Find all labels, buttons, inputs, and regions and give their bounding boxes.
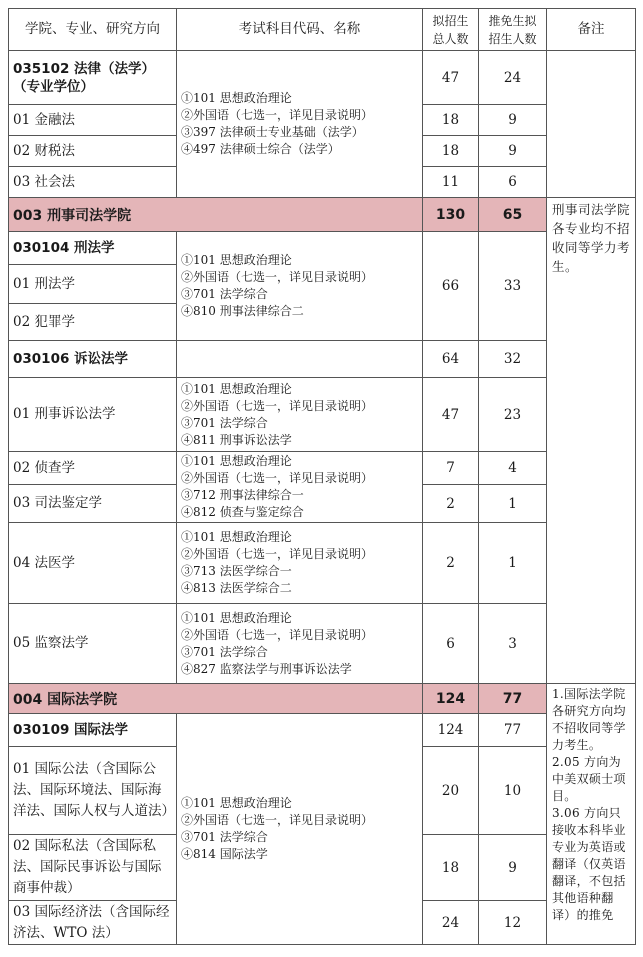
table-row (9, 232, 636, 265)
subjects-cell: ①101 思想政治理论 ②外国语（七选一，详见目录说明） ③713 法医学综合一 ④813 法医学综合二 (177, 523, 423, 604)
exempt-count: 77 (479, 714, 547, 747)
exempt-count: 24 (479, 51, 547, 105)
total-count: 6 (423, 604, 479, 684)
college-exempt: 65 (479, 198, 547, 232)
table-row (9, 714, 636, 747)
major-title: 035102 法律（法学）（专业学位） (9, 51, 177, 105)
subjects-cell: ①101 思想政治理论 ②外国语（七选一，详见目录说明） ③701 法学综合 ④814 国际法学 (177, 714, 423, 945)
direction-name: 01 金融法 (9, 105, 177, 136)
table-row (9, 341, 636, 378)
direction-name: 03 国际经济法（含国际经济法、WTO 法） (9, 901, 177, 945)
exempt-count: 10 (479, 747, 547, 835)
major-title: 030106 诉讼法学 (9, 341, 177, 378)
subjects-cell: ①101 思想政治理论 ②外国语（七选一，详见目录说明） ③701 法学综合 ④810 刑事法律综合二 (177, 232, 423, 341)
header-row (9, 9, 636, 51)
admissions-table (8, 8, 636, 945)
major-title: 030104 刑法学 (9, 232, 177, 265)
subjects-cell: ①101 思想政治理论 ②外国语（七选一，详见目录说明） ③701 法学综合 ④811 刑事诉讼法学 (177, 378, 423, 452)
exempt-count: 32 (479, 341, 547, 378)
exempt-count: 9 (479, 835, 547, 901)
total-count: 124 (423, 714, 479, 747)
college-total: 124 (423, 684, 479, 714)
table-row (9, 523, 636, 604)
total-count: 20 (423, 747, 479, 835)
direction-name: 03 社会法 (9, 167, 177, 198)
header-exempt: 推免生拟 招生人数 (479, 9, 547, 51)
criminal-note: 刑事司法学院各专业均不招收同等学力考生。 (547, 198, 636, 684)
total-count: 11 (423, 167, 479, 198)
college-name: 004 国际法学院 (9, 684, 423, 714)
direction-name: 01 刑法学 (9, 265, 177, 304)
total-count: 18 (423, 105, 479, 136)
exempt-count: 9 (479, 105, 547, 136)
total-count: 7 (423, 452, 479, 485)
direction-name: 02 财税法 (9, 136, 177, 167)
direction-name: 01 国际公法（含国际公法、国际环境法、国际海洋法、国际人权与人道法） (9, 747, 177, 835)
direction-name: 02 国际私法（含国际私法、国际民事诉讼与国际商事仲裁） (9, 835, 177, 901)
header-note: 备注 (547, 9, 636, 51)
subjects-cell: ①101 思想政治理论 ②外国语（七选一，详见目录说明） ③701 法学综合 ④827 监察法学与刑事诉讼法学 (177, 604, 423, 684)
total-count: 64 (423, 341, 479, 378)
college-total: 130 (423, 198, 479, 232)
major-title: 030109 国际法学 (9, 714, 177, 747)
college-exempt: 77 (479, 684, 547, 714)
subjects-cell: ①101 思想政治理论 ②外国语（七选一，详见目录说明） ③712 刑事法律综合一 ④812 侦查与鉴定综合 (177, 452, 423, 523)
direction-name: 05 监察法学 (9, 604, 177, 684)
exempt-count: 1 (479, 485, 547, 523)
subjects-cell-empty (177, 341, 423, 378)
exempt-count: 9 (479, 136, 547, 167)
exempt-count: 4 (479, 452, 547, 485)
exempt-count: 6 (479, 167, 547, 198)
note-cell (547, 51, 636, 198)
direction-name: 02 侦查学 (9, 452, 177, 485)
header-plan: 拟招生 总人数 (423, 9, 479, 51)
direction-name: 03 司法鉴定学 (9, 485, 177, 523)
direction-name: 02 犯罪学 (9, 304, 177, 341)
total-count: 2 (423, 523, 479, 604)
total-count: 18 (423, 136, 479, 167)
total-count: 18 (423, 835, 479, 901)
header-direction: 学院、专业、研究方向 (9, 9, 177, 51)
table-row (9, 452, 636, 485)
college-name: 003 刑事司法学院 (9, 198, 423, 232)
table-row (9, 604, 636, 684)
total-count: 24 (423, 901, 479, 945)
direction-name: 01 刑事诉讼法学 (9, 378, 177, 452)
college-row (9, 684, 636, 714)
exempt-count: 12 (479, 901, 547, 945)
exempt-count: 33 (479, 232, 547, 341)
exempt-count: 1 (479, 523, 547, 604)
total-count: 66 (423, 232, 479, 341)
subjects-cell: ①101 思想政治理论 ②外国语（七选一，详见目录说明） ③397 法律硕士专业基础（法学） ④497 法律硕士综合（法学） (177, 51, 423, 198)
table-row (9, 51, 636, 105)
total-count: 47 (423, 51, 479, 105)
table-row (9, 378, 636, 452)
exempt-count: 23 (479, 378, 547, 452)
total-count: 2 (423, 485, 479, 523)
college-row (9, 198, 636, 232)
exempt-count: 3 (479, 604, 547, 684)
header-subjects: 考试科目代码、名称 (177, 9, 423, 51)
direction-name: 04 法医学 (9, 523, 177, 604)
total-count: 47 (423, 378, 479, 452)
intl-note: 1.国际法学院各研究方向均不招收同等学力考生。 2.05 方向为中美双硕士项目。 3.06 方向只接收本科毕业专业为英语或翻译（仅英语翻译，不包括其他语种翻译）的推免 (547, 684, 636, 945)
